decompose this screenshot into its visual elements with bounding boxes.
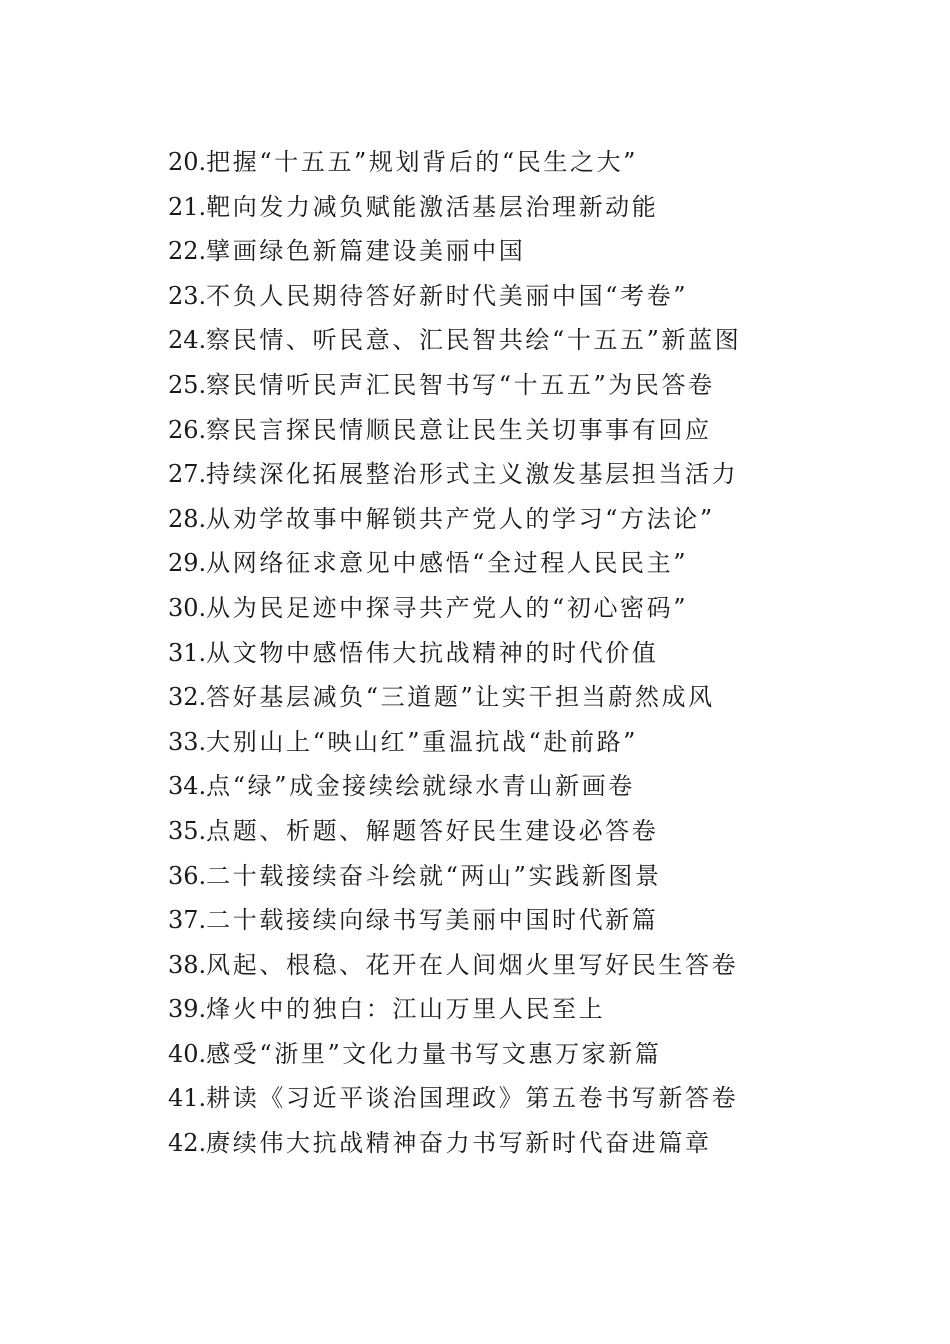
item-text: 不负人民期待答好新时代美丽中国“考卷” [206, 281, 689, 310]
list-item [168, 229, 888, 274]
item-text: 大别山上“映山红”重温抗战“赴前路” [206, 727, 639, 756]
list-item [168, 854, 888, 899]
item-number: 37. [168, 906, 207, 935]
item-text: 烽火中的独白：江山万里人民至上 [206, 995, 606, 1024]
item-number: 24. [168, 326, 207, 355]
list-item [168, 363, 888, 408]
item-number: 32. [168, 683, 207, 712]
list-item [168, 318, 888, 363]
list-item [168, 541, 888, 586]
item-number: 22. [168, 237, 207, 266]
list-item [168, 274, 888, 319]
list-item [168, 497, 888, 542]
item-text: 持续深化拓展整治形式主义激发基层担当活力 [206, 460, 739, 489]
item-text: 点题、析题、解题答好民生建设必答卷 [206, 816, 659, 845]
item-text: 风起、根稳、花开在人间烟火里写好民生答卷 [206, 950, 739, 979]
list-item [168, 675, 888, 720]
item-number: 39. [168, 995, 207, 1024]
list-item [168, 140, 888, 185]
list-item [168, 452, 888, 497]
item-text: 答好基层减负“三道题”让实干担当蔚然成风 [206, 683, 715, 712]
item-text: 察民言探民情顺民意让民生关切事事有回应 [206, 415, 712, 444]
item-number: 28. [168, 504, 207, 533]
list-item [168, 943, 888, 988]
item-text: 把握“十五五”规划背后的“民生之大” [206, 148, 639, 176]
item-text: 擘画绿色新篇建设美丽中国 [206, 237, 526, 266]
item-text: 从文物中感悟伟大抗战精神的时代价值 [206, 638, 659, 667]
item-number: 27. [168, 460, 207, 489]
list-item [168, 987, 888, 1032]
item-number: 38. [168, 950, 207, 979]
item-number: 36. [168, 861, 207, 890]
item-number: 40. [168, 1039, 207, 1068]
item-text: 二十载接续奋斗绘就“两山”实践新图景 [206, 861, 662, 890]
list-item [168, 408, 888, 453]
item-text: 耕读《习近平谈治国理政》第五卷书写新答卷 [206, 1084, 739, 1113]
list-item [168, 1032, 888, 1077]
item-number: 30. [168, 593, 207, 622]
item-text: 感受“浙里”文化力量书写文惠万家新篇 [206, 1039, 662, 1068]
item-number: 20. [168, 148, 207, 176]
list-item [168, 631, 888, 676]
item-text: 从网络征求意见中感悟“全过程人民民主” [206, 549, 689, 578]
item-number: 23. [168, 281, 207, 310]
list-item [168, 898, 888, 943]
item-text: 察民情听民声汇民智书写“十五五”为民答卷 [206, 370, 715, 399]
list-item [168, 1121, 888, 1166]
item-text: 靶向发力减负赋能激活基层治理新动能 [206, 192, 659, 221]
title-list [168, 140, 888, 1166]
item-text: 赓续伟大抗战精神奋力书写新时代奋进篇章 [206, 1129, 712, 1158]
list-item [168, 720, 888, 765]
list-item [168, 185, 888, 230]
item-number: 21. [168, 192, 207, 221]
item-number: 31. [168, 638, 207, 667]
item-text: 从为民足迹中探寻共产党人的“初心密码” [206, 593, 689, 622]
item-number: 25. [168, 370, 207, 399]
item-number: 41. [168, 1084, 207, 1113]
item-number: 35. [168, 816, 207, 845]
list-item [168, 764, 888, 809]
item-number: 42. [168, 1129, 207, 1158]
item-number: 26. [168, 415, 207, 444]
list-item [168, 809, 888, 854]
item-number: 33. [168, 727, 207, 756]
item-text: 从劝学故事中解锁共产党人的学习“方法论” [206, 504, 715, 533]
item-text: 察民情、听民意、汇民智共绘“十五五”新蓝图 [206, 326, 742, 355]
item-text: 点“绿”成金接续绘就绿水青山新画卷 [206, 772, 635, 801]
list-item [168, 586, 888, 631]
list-item [168, 1076, 888, 1121]
item-text: 二十载接续向绿书写美丽中国时代新篇 [206, 906, 659, 935]
item-number: 29. [168, 549, 207, 578]
item-number: 34. [168, 772, 207, 801]
